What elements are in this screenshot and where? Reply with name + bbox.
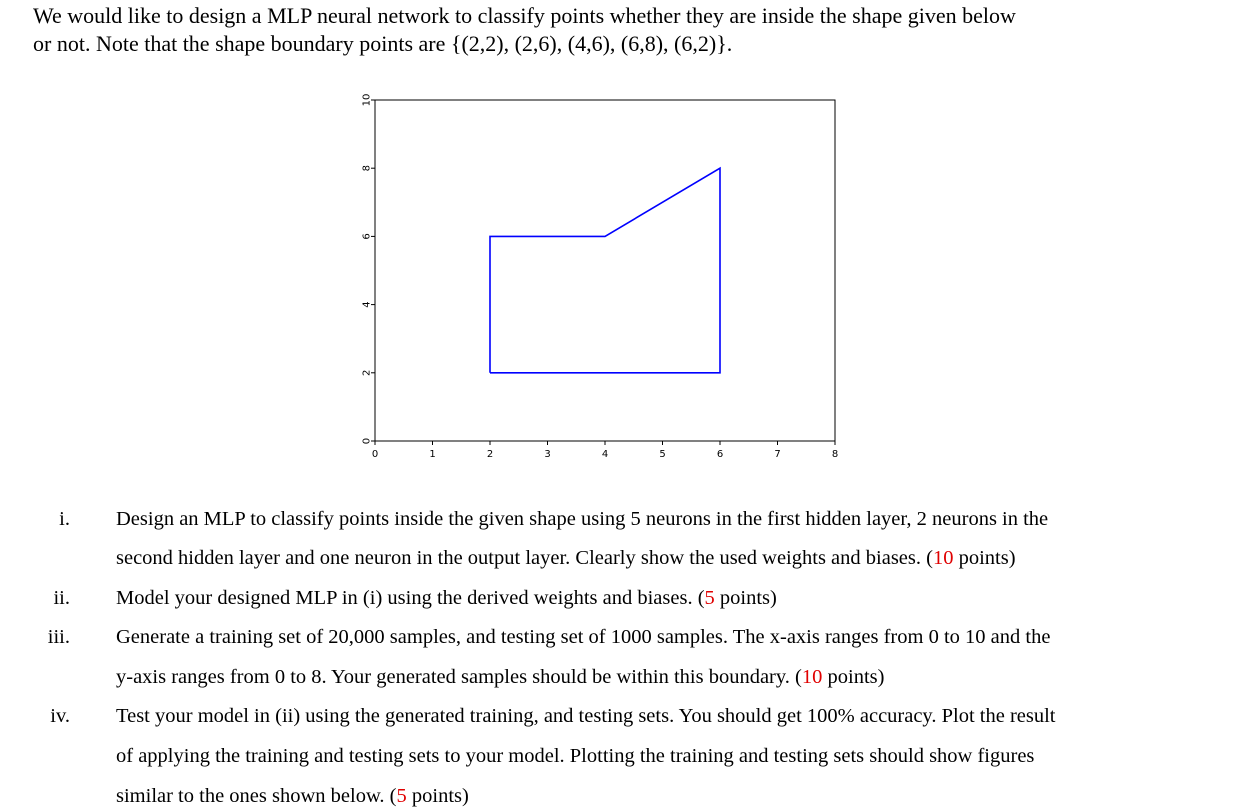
y-tick-label: 10 xyxy=(361,93,373,107)
points-suffix: points) xyxy=(822,666,885,688)
x-tick-label: 8 xyxy=(831,449,839,460)
question-line: of applying the training and testing sets to your model. Plotting the training and testing sets should show figures xyxy=(116,745,1035,767)
y-tick-label: 6 xyxy=(361,233,373,240)
x-tick-label: 4 xyxy=(601,449,609,460)
x-tick-label: 5 xyxy=(659,449,666,460)
x-tick-label: 0 xyxy=(371,449,379,460)
points-suffix: points) xyxy=(714,587,777,609)
y-tick-label: 0 xyxy=(361,437,373,445)
problem-intro xyxy=(33,2,1233,58)
plot-frame xyxy=(375,100,835,441)
question-number: iii. xyxy=(47,626,70,648)
y-tick-label: 8 xyxy=(361,165,373,172)
points-value: 5 xyxy=(704,587,715,609)
question-line-text: similar to the ones shown below. ( xyxy=(116,785,397,807)
question-line-text: second hidden layer and one neuron in the output layer. Clearly show the used weights and biases. ( xyxy=(116,547,933,569)
points-value: 10 xyxy=(801,666,823,688)
question-line: Generate a training set of 20,000 samples, and testing set of 1000 samples. The x-axis ranges from 0 to 10 and the xyxy=(116,626,1051,648)
question-number: ii. xyxy=(53,587,70,609)
shape-plot xyxy=(330,88,860,473)
x-tick-label: 6 xyxy=(716,449,724,460)
points-suffix: points) xyxy=(953,547,1016,569)
y-tick-label: 2 xyxy=(361,369,373,376)
y-tick-label: 4 xyxy=(361,301,373,308)
question-line xyxy=(116,547,1016,570)
x-tick-label: 2 xyxy=(486,449,494,460)
intro-line-2: or not. Note that the shape boundary points are {(2,2), (2,6), (4,6), (6,8), (6,2)}. xyxy=(33,31,733,56)
points-value: 10 xyxy=(932,547,954,569)
question-line: Test your model in (ii) using the generated training, and testing sets. You should get 100% accuracy. Plot the result xyxy=(116,705,1056,727)
x-tick-label: 3 xyxy=(544,449,551,460)
shape-boundary-line xyxy=(490,168,720,373)
points-value: 5 xyxy=(396,785,407,807)
points-suffix: points) xyxy=(406,785,469,807)
question-line-text: y-axis ranges from 0 to 8. Your generated samples should be within this boundary. ( xyxy=(116,666,802,688)
question-line xyxy=(116,587,777,610)
question-line: Design an MLP to classify points inside the given shape using 5 neurons in the first hidden layer, 2 neurons in the xyxy=(116,508,1049,530)
question-number: iv. xyxy=(50,705,70,727)
question-line-text: Model your designed MLP in (i) using the derived weights and biases. ( xyxy=(116,587,705,609)
intro-line-1: We would like to design a MLP neural network to classify points whether they are inside the shape given below xyxy=(33,3,1016,28)
question-number: i. xyxy=(59,508,70,530)
question-line xyxy=(116,666,884,689)
x-tick-label: 7 xyxy=(774,449,781,460)
question-line xyxy=(116,785,469,808)
x-tick-label: 1 xyxy=(429,449,436,460)
